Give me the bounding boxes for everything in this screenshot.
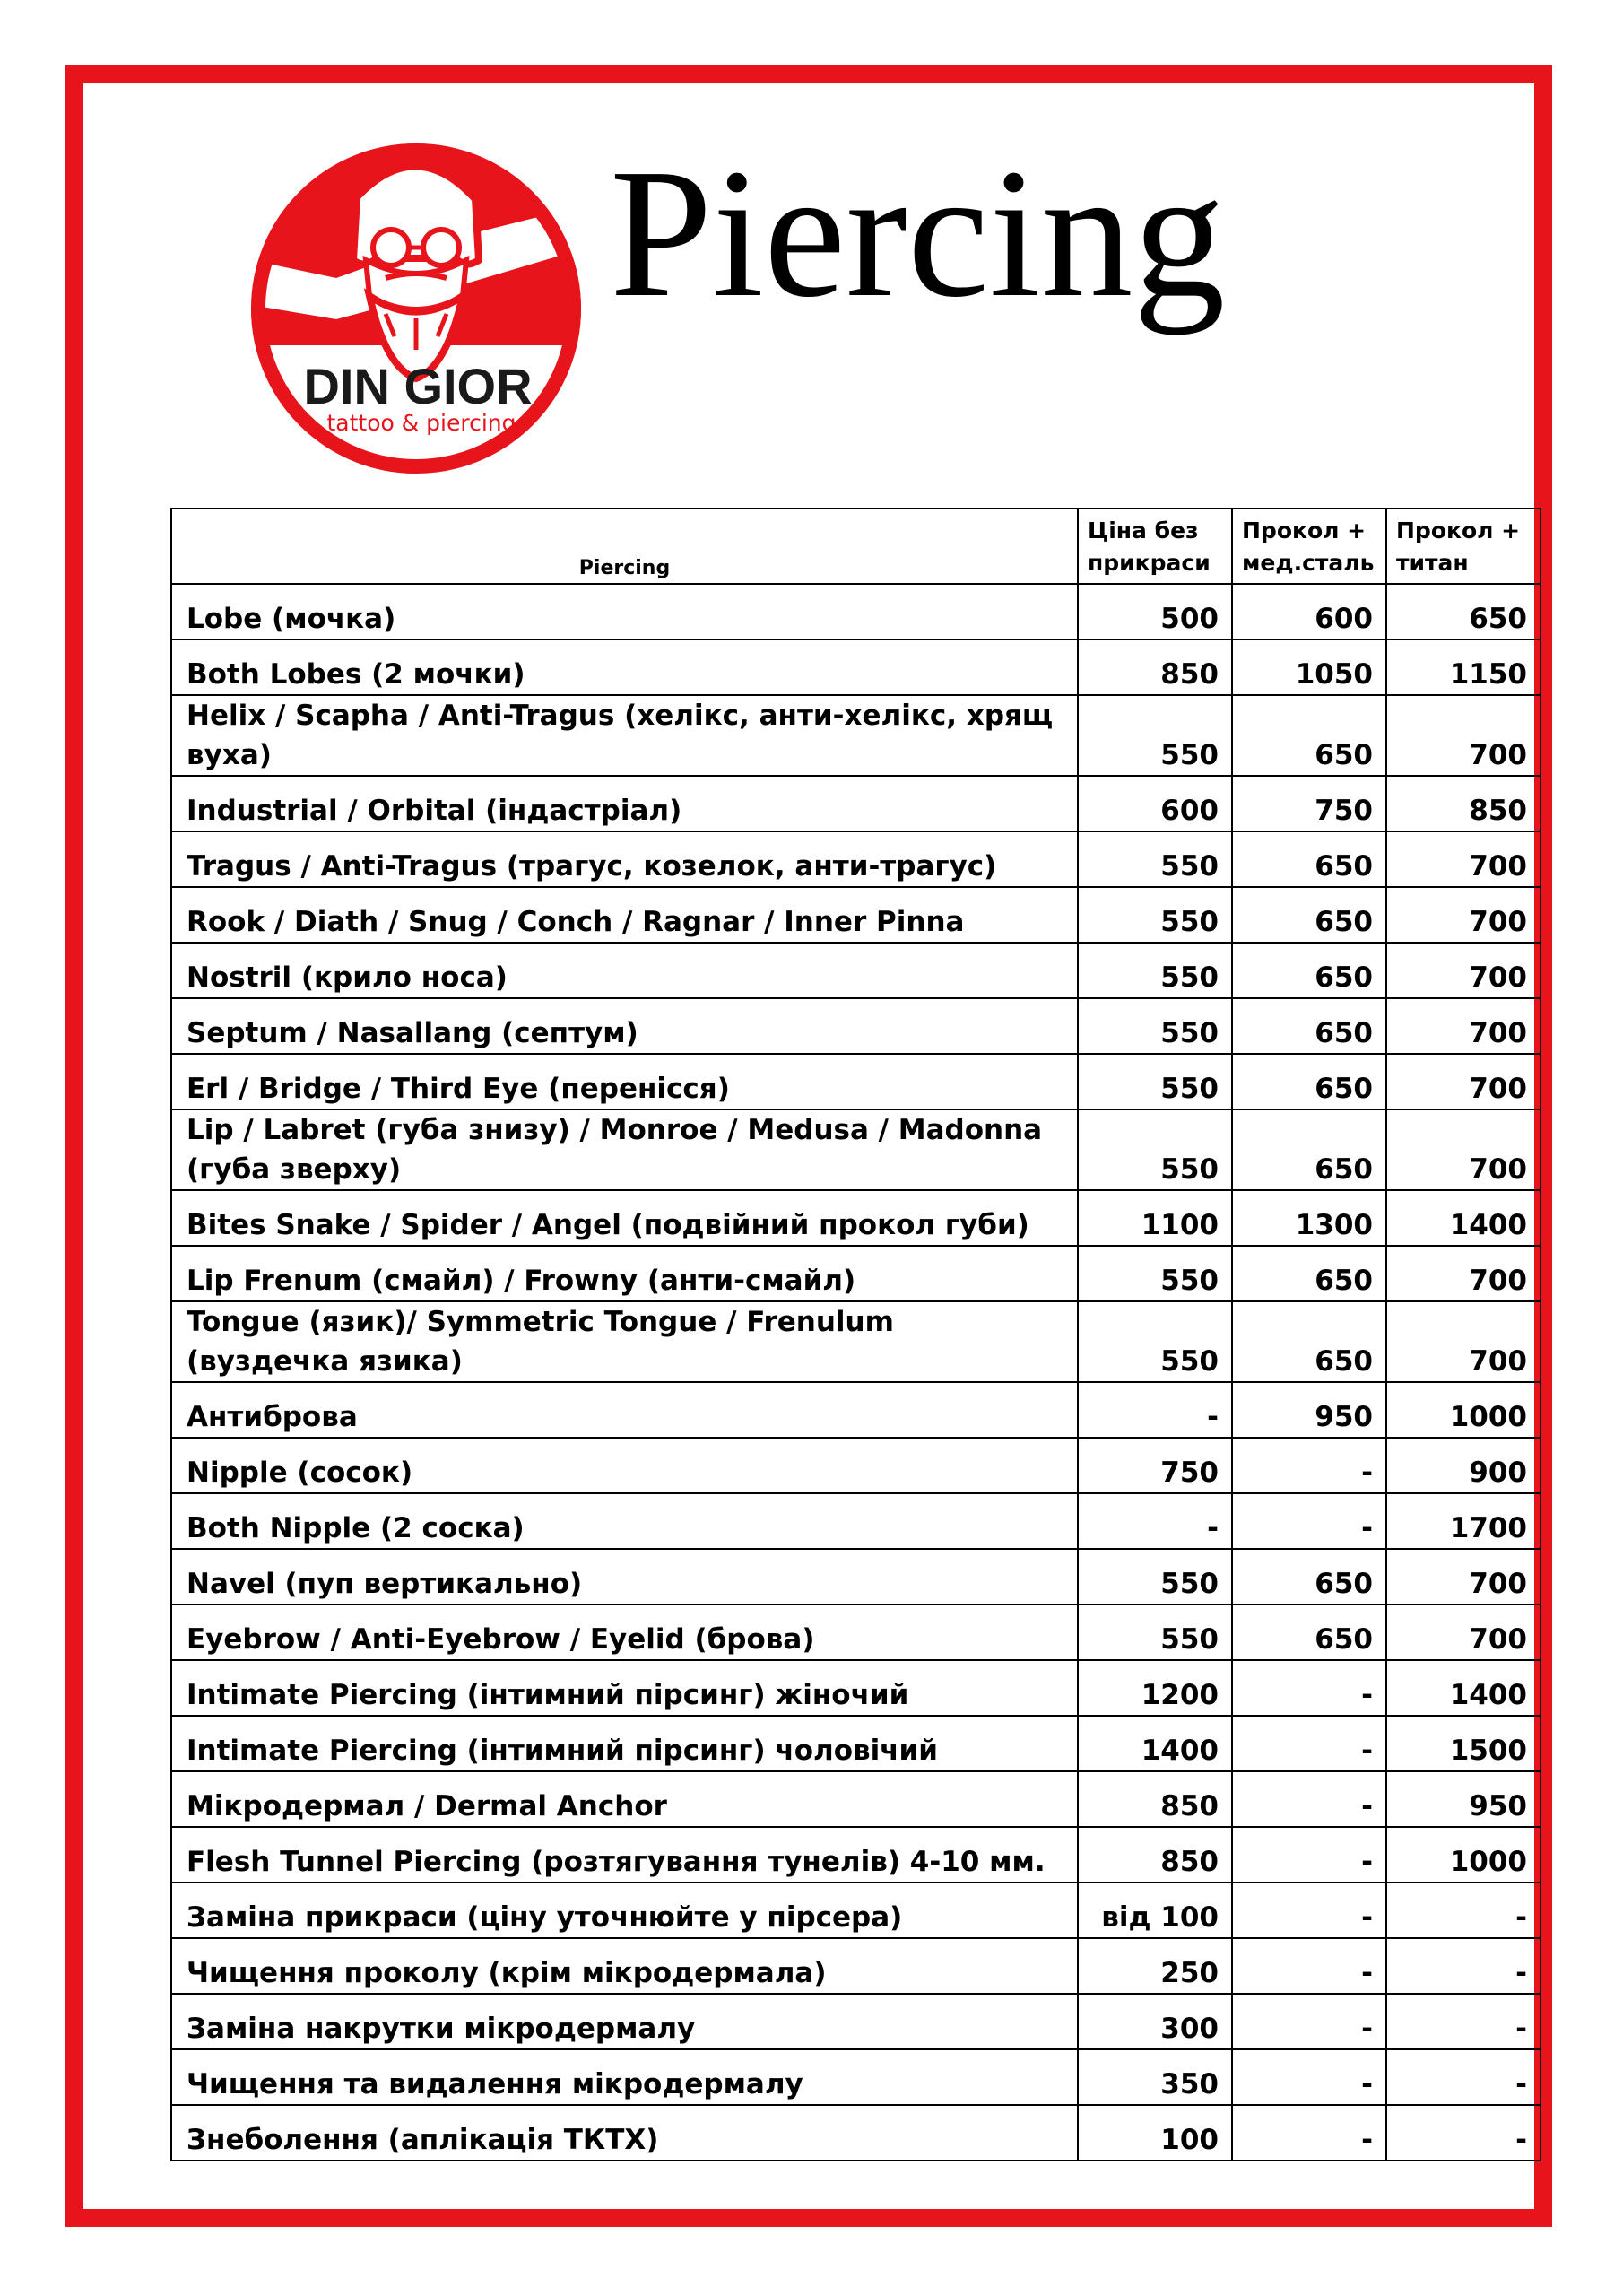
header-price-titanium: Прокол + титан [1386,509,1541,584]
service-name: Знеболення (аплікація ТКТХ) [171,2105,1078,2161]
table-row [171,1827,1541,1883]
price-no-jewelry: 550 [1078,1054,1232,1109]
table-row [171,1660,1541,1716]
price-medical-steel: 650 [1232,1054,1386,1109]
service-name: Septum / Nasallang (септум) [171,998,1078,1054]
price-titanium: 1400 [1386,1660,1541,1716]
price-titanium: - [1386,1994,1541,2049]
service-name: Чищення проколу (крім мікродермала) [171,1938,1078,1994]
table-row [171,887,1541,943]
price-titanium: 1000 [1386,1827,1541,1883]
price-titanium: 700 [1386,1246,1541,1301]
price-no-jewelry: - [1078,1382,1232,1438]
price-no-jewelry: - [1078,1493,1232,1549]
price-medical-steel: 750 [1232,776,1386,831]
price-medical-steel: - [1232,1716,1386,1771]
logo-tagline-text: tattoo & piercing [326,410,516,436]
price-titanium: 700 [1386,998,1541,1054]
price-no-jewelry: від 100 [1078,1883,1232,1938]
table-row [171,1716,1541,1771]
price-medical-steel: 650 [1232,1549,1386,1605]
price-no-jewelry: 850 [1078,1771,1232,1827]
price-medical-steel: - [1232,2105,1386,2161]
table-row [171,1109,1541,1190]
price-titanium: 1000 [1386,1382,1541,1438]
price-titanium: 1500 [1386,1716,1541,1771]
price-medical-steel: - [1232,1883,1386,1938]
price-no-jewelry: 300 [1078,1994,1232,2049]
price-no-jewelry: 550 [1078,943,1232,998]
table-row [171,1438,1541,1493]
service-name: Erl / Bridge / Third Eye (перенісся) [171,1054,1078,1109]
service-name: Eyebrow / Anti-Eyebrow / Eyelid (брова) [171,1605,1078,1660]
price-titanium: 1400 [1386,1190,1541,1246]
table-row [171,943,1541,998]
service-name: Tragus / Anti-Tragus (трагус, козелок, анти-трагус) [171,831,1078,887]
header-price-no-jewelry: Ціна без прикраси [1078,509,1232,584]
price-titanium: 950 [1386,1771,1541,1827]
service-name: Bites Snake / Spider / Angel (подвійний прокол губи) [171,1190,1078,1246]
price-medical-steel: 650 [1232,695,1386,776]
price-no-jewelry: 550 [1078,1605,1232,1660]
table-row [171,1382,1541,1438]
price-medical-steel: 600 [1232,584,1386,639]
price-no-jewelry: 550 [1078,887,1232,943]
price-no-jewelry: 550 [1078,1109,1232,1190]
service-name: Intimate Piercing (інтимний пірсинг) чоловічий [171,1716,1078,1771]
service-name: Both Nipple (2 соска) [171,1493,1078,1549]
table-row [171,695,1541,776]
price-no-jewelry: 350 [1078,2049,1232,2105]
price-no-jewelry: 600 [1078,776,1232,831]
table-row [171,1771,1541,1827]
price-medical-steel: - [1232,1438,1386,1493]
price-titanium: 700 [1386,1605,1541,1660]
price-titanium: - [1386,2049,1541,2105]
service-name: Industrial / Orbital (індастріал) [171,776,1078,831]
service-name: Мікродермал / Dermal Anchor [171,1771,1078,1827]
table-row [171,1190,1541,1246]
service-name: Navel (пуп вертикально) [171,1549,1078,1605]
price-medical-steel: 650 [1232,1605,1386,1660]
service-name: Заміна накрутки мікродермалу [171,1994,1078,2049]
price-titanium: 700 [1386,943,1541,998]
price-no-jewelry: 550 [1078,998,1232,1054]
price-titanium: 700 [1386,1054,1541,1109]
price-medical-steel: - [1232,1938,1386,1994]
price-titanium: - [1386,2105,1541,2161]
price-medical-steel: 650 [1232,998,1386,1054]
logo-brand-text: DIN GIOR [303,358,533,414]
price-titanium: 700 [1386,887,1541,943]
table-row [171,584,1541,639]
table-row [171,2105,1541,2161]
price-no-jewelry: 550 [1078,1301,1232,1382]
price-medical-steel: 650 [1232,1301,1386,1382]
table-row [171,1994,1541,2049]
service-name: Lip / Labret (губа знизу) / Monroe / Medusa / Madonna (губа зверху) [171,1109,1078,1190]
price-medical-steel: 1050 [1232,639,1386,695]
header-price-medical-steel: Прокол + мед.сталь [1232,509,1386,584]
service-name: Чищення та видалення мікродермалу [171,2049,1078,2105]
table-row [171,639,1541,695]
service-name: Lip Frenum (смайл) / Frowny (анти-смайл) [171,1246,1078,1301]
price-medical-steel: - [1232,1493,1386,1549]
table-row [171,2049,1541,2105]
price-medical-steel: 650 [1232,831,1386,887]
price-titanium: 1150 [1386,639,1541,695]
price-no-jewelry: 100 [1078,2105,1232,2161]
service-name: Антиброва [171,1382,1078,1438]
price-no-jewelry: 850 [1078,1827,1232,1883]
price-table [170,508,1541,2161]
table-row [171,1605,1541,1660]
price-no-jewelry: 250 [1078,1938,1232,1994]
price-titanium: 650 [1386,584,1541,639]
price-titanium: - [1386,1883,1541,1938]
service-name: Intimate Piercing (інтимний пірсинг) жіночий [171,1660,1078,1716]
price-no-jewelry: 850 [1078,639,1232,695]
service-name: Lobe (мочка) [171,584,1078,639]
price-no-jewelry: 1200 [1078,1660,1232,1716]
table-row [171,1246,1541,1301]
din-gior-logo [251,144,581,474]
price-no-jewelry: 550 [1078,695,1232,776]
service-name: Flesh Tunnel Piercing (розтягування тунелів) 4-10 мм. [171,1827,1078,1883]
price-medical-steel: - [1232,1994,1386,2049]
service-name: Nipple (сосок) [171,1438,1078,1493]
table-row [171,1883,1541,1938]
price-titanium: 700 [1386,695,1541,776]
price-no-jewelry: 750 [1078,1438,1232,1493]
service-name: Both Lobes (2 мочки) [171,639,1078,695]
price-medical-steel: 650 [1232,1109,1386,1190]
price-titanium: 700 [1386,831,1541,887]
service-name: Helix / Scapha / Anti-Tragus (хелікс, анти-хелікс, хрящ вуха) [171,695,1078,776]
price-titanium: 700 [1386,1109,1541,1190]
price-titanium: 1700 [1386,1493,1541,1549]
price-medical-steel: - [1232,2049,1386,2105]
table-header-row [171,509,1541,584]
service-name: Tongue (язик)/ Symmetric Tongue / Frenulum (вуздечка язика) [171,1301,1078,1382]
table-row [171,776,1541,831]
price-medical-steel: - [1232,1660,1386,1716]
service-name: Заміна прикраси (ціну уточнюйте у пірсера) [171,1883,1078,1938]
price-medical-steel: 1300 [1232,1190,1386,1246]
page-title: Piercing [610,130,1226,335]
table-row [171,1938,1541,1994]
price-no-jewelry: 1400 [1078,1716,1232,1771]
price-medical-steel: 650 [1232,943,1386,998]
price-no-jewelry: 500 [1078,584,1232,639]
price-medical-steel: 950 [1232,1382,1386,1438]
price-titanium: 700 [1386,1301,1541,1382]
price-medical-steel: 650 [1232,887,1386,943]
price-no-jewelry: 1100 [1078,1190,1232,1246]
price-medical-steel: - [1232,1771,1386,1827]
table-row [171,1493,1541,1549]
table-row [171,1549,1541,1605]
table-row [171,1054,1541,1109]
price-titanium: 700 [1386,1549,1541,1605]
service-name: Nostril (крило носа) [171,943,1078,998]
price-titanium: - [1386,1938,1541,1994]
header-piercing: Piercing [171,509,1078,584]
price-no-jewelry: 550 [1078,1549,1232,1605]
price-medical-steel: 650 [1232,1246,1386,1301]
table-row [171,998,1541,1054]
price-titanium: 850 [1386,776,1541,831]
service-name: Rook / Diath / Snug / Conch / Ragnar / Inner Pinna [171,887,1078,943]
price-no-jewelry: 550 [1078,831,1232,887]
price-no-jewelry: 550 [1078,1246,1232,1301]
table-row [171,1301,1541,1382]
price-medical-steel: - [1232,1827,1386,1883]
table-row [171,831,1541,887]
price-titanium: 900 [1386,1438,1541,1493]
